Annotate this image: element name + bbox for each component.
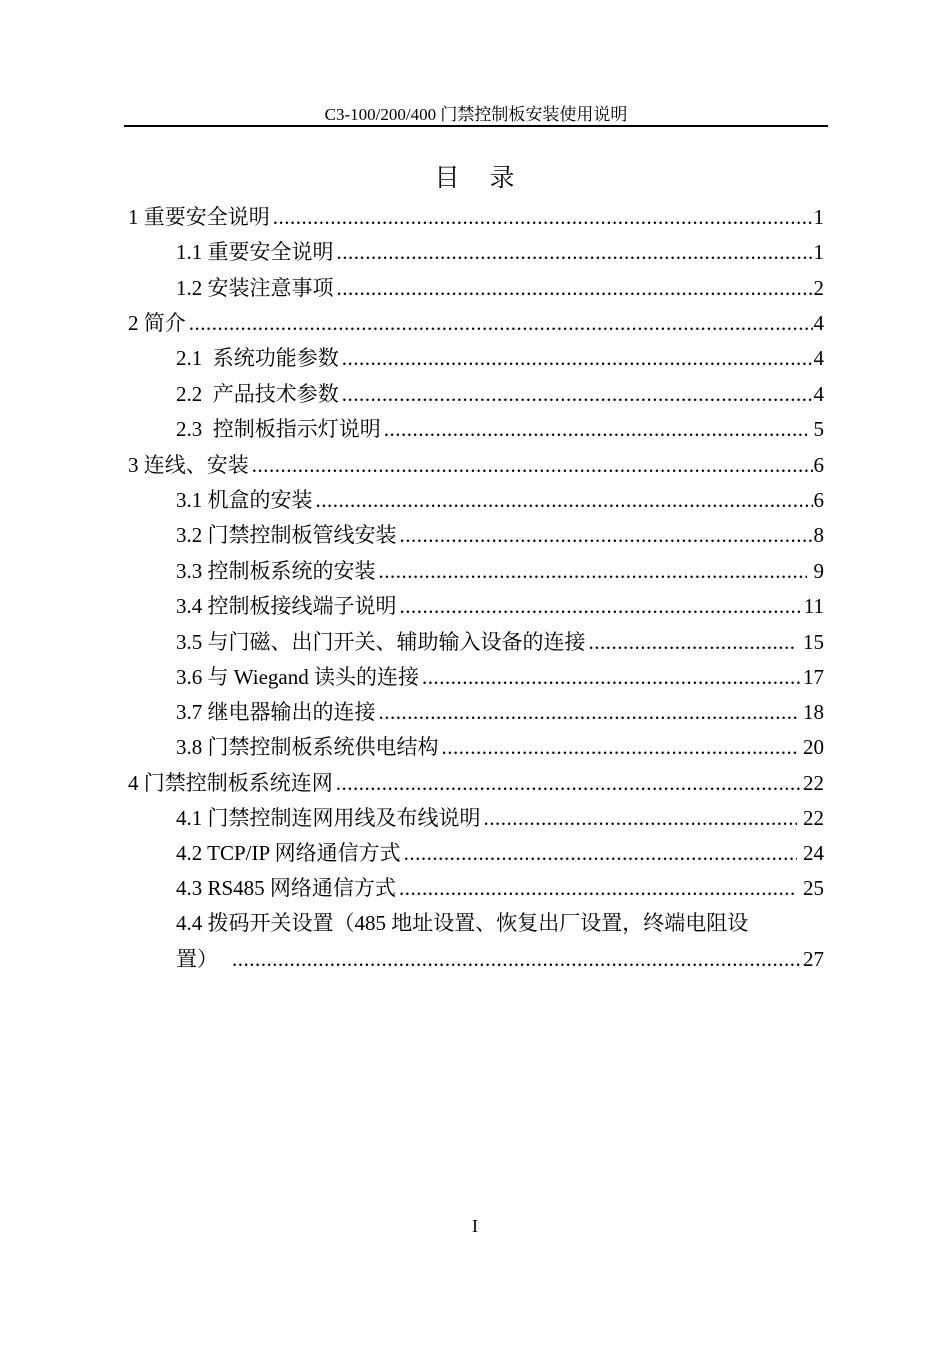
toc-entry-page: 27 xyxy=(803,947,824,971)
toc-entry-page: 4 xyxy=(813,382,824,406)
toc-entry[interactable] xyxy=(176,628,824,656)
toc-entry[interactable] xyxy=(176,874,824,902)
toc-leader xyxy=(336,769,802,797)
toc-entry-label: 3.4 控制板接线端子说明 xyxy=(176,594,397,618)
toc-entry-label: 1.1 重要安全说明 xyxy=(176,240,334,264)
toc-entry-label: 3.1 机盒的安装 xyxy=(176,488,313,512)
toc-leader xyxy=(232,945,802,973)
toc-entry-page: 4 xyxy=(813,311,824,335)
toc-entry[interactable] xyxy=(176,592,824,620)
toc-entry[interactable] xyxy=(176,238,824,266)
toc-entry[interactable] xyxy=(176,945,824,973)
toc-leader xyxy=(404,839,797,867)
toc-entry-page: 25 xyxy=(797,876,824,900)
toc-entry-label: 4.2 TCP/IP 网络通信方式 xyxy=(176,841,401,865)
toc-entry-page: 1 xyxy=(813,205,824,229)
toc-entry-page: 17 xyxy=(803,665,824,689)
toc-entry-label: 4 门禁控制板系统连网 xyxy=(128,771,333,795)
toc-entry[interactable] xyxy=(176,839,824,867)
toc-entry-label: 1 重要安全说明 xyxy=(128,205,270,229)
toc-entry-label: 2.3 控制板指示灯说明 xyxy=(176,417,381,441)
toc-entry-label: 3.8 门禁控制板系统供电结构 xyxy=(176,735,439,759)
toc-entry[interactable] xyxy=(176,486,824,514)
toc-leader xyxy=(342,344,813,372)
toc-entry[interactable] xyxy=(176,733,824,761)
toc-leader xyxy=(589,628,797,656)
toc-entry[interactable] xyxy=(176,274,824,302)
toc-leader xyxy=(273,203,813,231)
toc-entry-page: 9 xyxy=(808,559,824,583)
toc-entry-wrapped-line[interactable]: 4.4 拨码开关设置（485 地址设置、恢复出厂设置，终端电阻设 xyxy=(176,911,749,935)
toc-entry-label: 3.3 控制板系统的安装 xyxy=(176,559,376,583)
toc-entry[interactable] xyxy=(176,521,824,549)
toc-entry-page: 5 xyxy=(808,417,824,441)
toc-entry-label: 3 连线、安装 xyxy=(128,453,249,477)
page-number: I xyxy=(472,1216,478,1236)
toc-entry[interactable] xyxy=(128,309,824,337)
toc-leader xyxy=(337,274,813,302)
toc-entry-page: 18 xyxy=(797,700,824,724)
toc-entry-label: 3.6 与 Wiegand 读头的连接 xyxy=(176,665,419,689)
toc-entry-page: 4 xyxy=(813,346,824,370)
toc-entry-page: 11 xyxy=(803,594,824,618)
toc-leader xyxy=(400,592,803,620)
toc-entry[interactable] xyxy=(176,663,824,691)
toc-leader xyxy=(442,733,797,761)
toc-entry-label: 4.1 门禁控制连网用线及布线说明 xyxy=(176,806,481,830)
toc-entry-label: 1.2 安装注意事项 xyxy=(176,276,334,300)
toc-entry[interactable] xyxy=(176,380,824,408)
toc-entry-page: 8 xyxy=(813,523,824,547)
toc-entry-label: 2.2 产品技术参数 xyxy=(176,382,339,406)
toc-entry-page: 15 xyxy=(797,630,824,654)
running-header: C3-100/200/400 门禁控制板安装使用说明 xyxy=(324,105,628,124)
toc-entry-page: 1 xyxy=(813,240,824,264)
toc-entry-page: 22 xyxy=(797,806,824,830)
toc-entry[interactable] xyxy=(176,698,824,726)
toc-entry-page: 22 xyxy=(803,771,824,795)
toc-entry[interactable] xyxy=(128,451,824,479)
toc-entry-label: 3.5 与门磁、出门开关、辅助输入设备的连接 xyxy=(176,630,586,654)
toc-entry[interactable] xyxy=(176,415,824,443)
toc-entry[interactable] xyxy=(176,557,824,585)
toc-leader xyxy=(484,804,797,832)
toc-leader xyxy=(252,451,813,479)
toc-leader xyxy=(400,521,813,549)
toc-leader xyxy=(342,380,813,408)
toc-entry-page: 20 xyxy=(797,735,824,759)
toc-entry-page: 6 xyxy=(813,453,824,477)
toc-title: 目 录 xyxy=(434,165,516,192)
toc-leader xyxy=(379,557,808,585)
toc-entry-label: 3.7 继电器输出的连接 xyxy=(176,700,376,724)
toc-entry-label: 置） xyxy=(176,947,218,971)
toc-entry-page: 6 xyxy=(813,488,824,512)
toc-entry[interactable] xyxy=(128,769,824,797)
toc-entry-label: 2 简介 xyxy=(128,311,186,335)
toc-leader xyxy=(337,238,813,266)
toc-entry[interactable] xyxy=(128,203,824,231)
toc-entry-label: 3.2 门禁控制板管线安装 xyxy=(176,523,397,547)
toc-leader xyxy=(399,874,797,902)
header-rule xyxy=(124,125,828,127)
toc-entry-label: 2.1 系统功能参数 xyxy=(176,346,339,370)
toc-entry-page: 2 xyxy=(813,276,824,300)
toc-leader xyxy=(316,486,813,514)
toc-entry[interactable] xyxy=(176,804,824,832)
toc-entry-label: 4.3 RS485 网络通信方式 xyxy=(176,876,396,900)
toc-leader xyxy=(384,415,808,443)
toc-leader xyxy=(189,309,813,337)
toc-leader xyxy=(379,698,797,726)
toc-entry-page: 24 xyxy=(797,841,824,865)
toc-leader xyxy=(422,663,802,691)
toc-entry[interactable] xyxy=(176,344,824,372)
